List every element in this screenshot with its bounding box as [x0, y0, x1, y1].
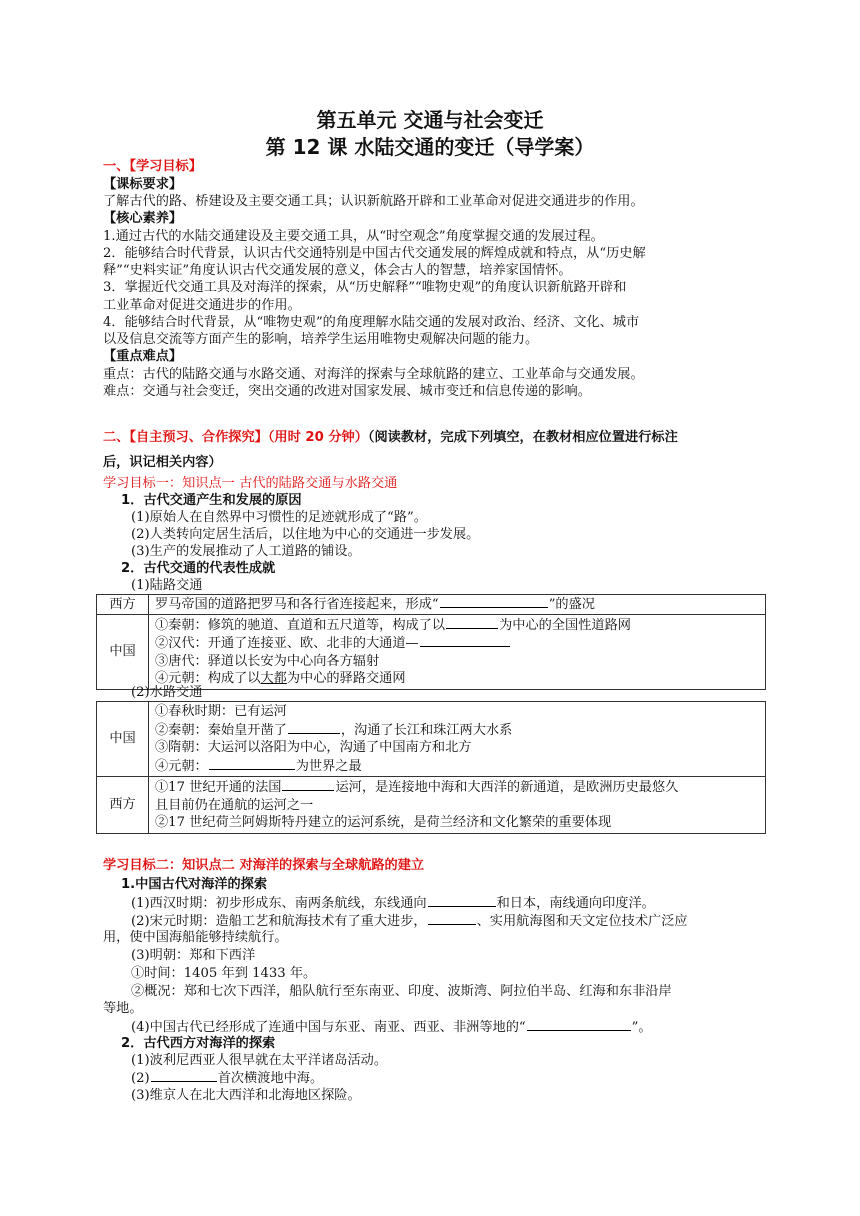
- water-transport-table: [96, 701, 766, 834]
- hexin-line: 2．能够结合时代背景，认识古代交通特别是中国古代交通发展的辉煌成就和特点，从“历史解: [103, 246, 646, 261]
- section1-heading-text: 【学习目标】: [129, 159, 202, 174]
- section2-heading-note: （阅读教材，完成下列填空，在教材相应位置进行标注: [367, 430, 678, 445]
- land-row-text: ①秦朝：修筑的驰道、直道和五尺道等，构成了以: [155, 617, 446, 633]
- land-row-text: ④元朝：构成了以: [155, 671, 261, 686]
- water-row-text-end: 运河，是连接地中海和大西洋的新通道，是欧洲历史最悠久: [335, 780, 679, 795]
- china-cell: [149, 614, 766, 689]
- table-row: [97, 702, 766, 777]
- hexin-line: 1.通过古代的水陆交通建设及主要交通工具，从“时空观念”角度掌握交通的发展过程。: [103, 229, 604, 244]
- water-row-text: ①17 世纪开通的法国: [155, 780, 282, 795]
- fill-blank[interactable]: [428, 894, 496, 907]
- fill-blank[interactable]: [209, 757, 295, 770]
- s1-item-text-end: 和日本，南线通向印度洋。: [496, 896, 655, 911]
- p2-title: 2．古代交通的代表性成就: [121, 561, 276, 576]
- fill-blank[interactable]: [527, 1018, 631, 1031]
- s1-item-text: (2)宋元时期：造船工艺和航海技术有了重大进步，: [131, 914, 427, 929]
- s1-item: [131, 912, 688, 930]
- fill-blank[interactable]: [440, 595, 548, 608]
- water-row: ③隋朝：大运河以洛阳为中心，沟通了中国南方和北方: [155, 740, 472, 755]
- s1-subitem: ①时间：1405 年到 1433 年。: [131, 966, 317, 981]
- west-label: 西方: [97, 595, 149, 615]
- s2-item: [131, 1069, 323, 1087]
- west-label: 西方: [97, 777, 149, 834]
- s1-item-cont: 用，使中国海船能够持续航行。: [103, 930, 288, 945]
- s1-item-text: (1)西汉时期：初步形成东、南两条航线，东线通向: [131, 896, 427, 911]
- s1-item-text-end: ”。: [631, 1020, 652, 1035]
- land-row-text: ②汉代：开通了连接亚、欧、北非的大通道—: [155, 636, 419, 651]
- section1-heading-prefix: 一、: [103, 159, 130, 174]
- p1-title: 1．古代交通产生和发展的原因: [121, 493, 302, 508]
- s2-item-text-end: 首次横渡地中海。: [217, 1071, 324, 1086]
- goal1-heading: 学习目标一：知识点一 古代的陆路交通与水路交通: [103, 476, 398, 491]
- hexin-line: 4．能够结合时代背景，从“唯物史观”的角度理解水陆交通的发展对政治、经济、文化、城市: [103, 315, 640, 330]
- water-row-text-end: 为世界之最: [295, 758, 362, 774]
- s2-item: (3)维京人在北大西洋和北海地区探险。: [131, 1088, 361, 1103]
- land-transport-table: [96, 594, 766, 690]
- hexin-line: 工业革命对促进交通进步的作用。: [103, 298, 301, 313]
- hexin-line: 3．掌握近代交通工具及对海洋的探索，从“历史解释”“唯物史观”的角度认识新航路开辟和: [103, 280, 627, 295]
- section2-heading-red: 二、【自主预习、合作探究】（用时 20 分钟）: [103, 430, 368, 445]
- west-water-cell: [149, 777, 766, 834]
- s2-item-text: (2): [131, 1071, 150, 1086]
- underlined-term: 大都: [260, 671, 287, 686]
- difficult-points-text: 难点：交通与社会变迁，突出交通的改进对国家发展、城市变迁和信息传递的影响。: [103, 384, 591, 399]
- fill-blank[interactable]: [288, 721, 340, 734]
- kebiao-title: 【课标要求】: [103, 177, 183, 192]
- land-row-text-end: 为中心的全国性道路网: [499, 617, 631, 633]
- hexin-title: 【核心素养】: [103, 211, 183, 226]
- land-row-text-end: 为中心的驿路交通网: [286, 671, 406, 686]
- section1-heading: [103, 158, 202, 175]
- land-label: (1)陆路交通: [131, 578, 203, 593]
- unit-title: 第五单元 交通与社会变迁: [316, 108, 544, 132]
- s1-item: (3)明朝：郑和下西洋: [131, 948, 256, 963]
- water-row: [155, 757, 759, 776]
- hexin-line: 以及信息交流等方面产生的影响，培养学生运用唯物史观解决问题的能力。: [103, 332, 539, 347]
- water-row-text-end: ，沟通了长江和珠江两大水系: [340, 722, 513, 738]
- zhongdian-title: 【重点难点】: [103, 349, 183, 364]
- hexin-line: 释”“史料实证”角度认识古代交通发展的意义，体会古人的智慧，培养家国情怀。: [103, 263, 572, 278]
- china-label: 中国: [97, 702, 149, 777]
- water-row-text: ②秦朝：秦始皇开凿了: [155, 722, 287, 738]
- s1-title: 1.中国古代对海洋的探索: [121, 877, 268, 892]
- p1-item: (3)生产的发展推动了人工道路的铺设。: [131, 544, 361, 559]
- fill-blank[interactable]: [420, 634, 510, 647]
- west-cell: [149, 595, 766, 615]
- s1-item: [131, 1018, 652, 1036]
- water-row: ②17 世纪荷兰阿姆斯特丹建立的运河系统，是荷兰经济和文化繁荣的重要体现: [155, 815, 612, 830]
- s1-item-text: (4)中国古代已经形成了连通中国与东亚、南亚、西亚、非洲等地的“: [131, 1020, 526, 1035]
- s1-subitem: ②概况：郑和七次下西洋，船队航行至东南亚、印度、波斯湾、阿拉伯半岛、红海和东非沿岸: [131, 984, 672, 999]
- lesson-title: 第 12 课 水陆交通的变迁（导学案）: [265, 135, 595, 159]
- fill-blank[interactable]: [151, 1069, 217, 1082]
- table-row: [97, 614, 766, 689]
- land-row: [155, 670, 759, 688]
- water-row: [155, 721, 759, 740]
- fill-blank[interactable]: [282, 778, 334, 791]
- water-label: (2)水路交通: [131, 685, 203, 700]
- fill-blank[interactable]: [446, 616, 498, 629]
- china-water-cell: [149, 702, 766, 777]
- key-points-text: 重点：古代的陆路交通与水路交通、对海洋的探索与全球航路的建立、工业革命与交通发展。: [103, 367, 644, 382]
- water-row: ①春秋时期：已有运河: [155, 704, 287, 719]
- p1-item: (1)原始人在自然界中习惯性的足迹就形成了“路”。: [131, 510, 427, 525]
- s1-item-text-end: 、实用航海图和天文定位技术广泛应: [476, 914, 688, 929]
- section2-heading: [103, 429, 678, 446]
- s2-title: 2．古代西方对海洋的探索: [121, 1036, 276, 1051]
- p1-item: (2)人类转向定居生活后，以住地为中心的交通进一步发展。: [131, 527, 480, 542]
- water-row: 且目前仍在通航的运河之一: [155, 797, 314, 813]
- water-row-text: ④元朝：: [155, 758, 208, 774]
- land-row: [155, 616, 759, 635]
- china-label: 中国: [97, 614, 149, 689]
- west-text-end: ”的盛况: [548, 597, 595, 612]
- land-row: ③唐代：驿道以长安为中心向各方辐射: [155, 653, 380, 669]
- kebiao-text: 了解古代的路、桥建设及主要交通工具；认识新航路开辟和工业革命对促进交通进步的作用。: [103, 194, 644, 209]
- table-row: [97, 595, 766, 615]
- west-text: 罗马帝国的道路把罗马和各行省连接起来，形成“: [155, 597, 439, 612]
- s1-subitem-cont: 等地。: [103, 1001, 143, 1016]
- goal2-heading: 学习目标二：知识点二 对海洋的探索与全球航路的建立: [103, 858, 425, 873]
- water-row: [155, 778, 759, 797]
- s1-item: [131, 894, 655, 912]
- section2-heading-cont: 后，识记相关内容）: [103, 455, 222, 470]
- s2-item: (1)波利尼西亚人很早就在太平洋诸岛活动。: [131, 1053, 388, 1068]
- land-row: [155, 634, 759, 653]
- table-row: [97, 777, 766, 834]
- fill-blank[interactable]: [428, 912, 476, 925]
